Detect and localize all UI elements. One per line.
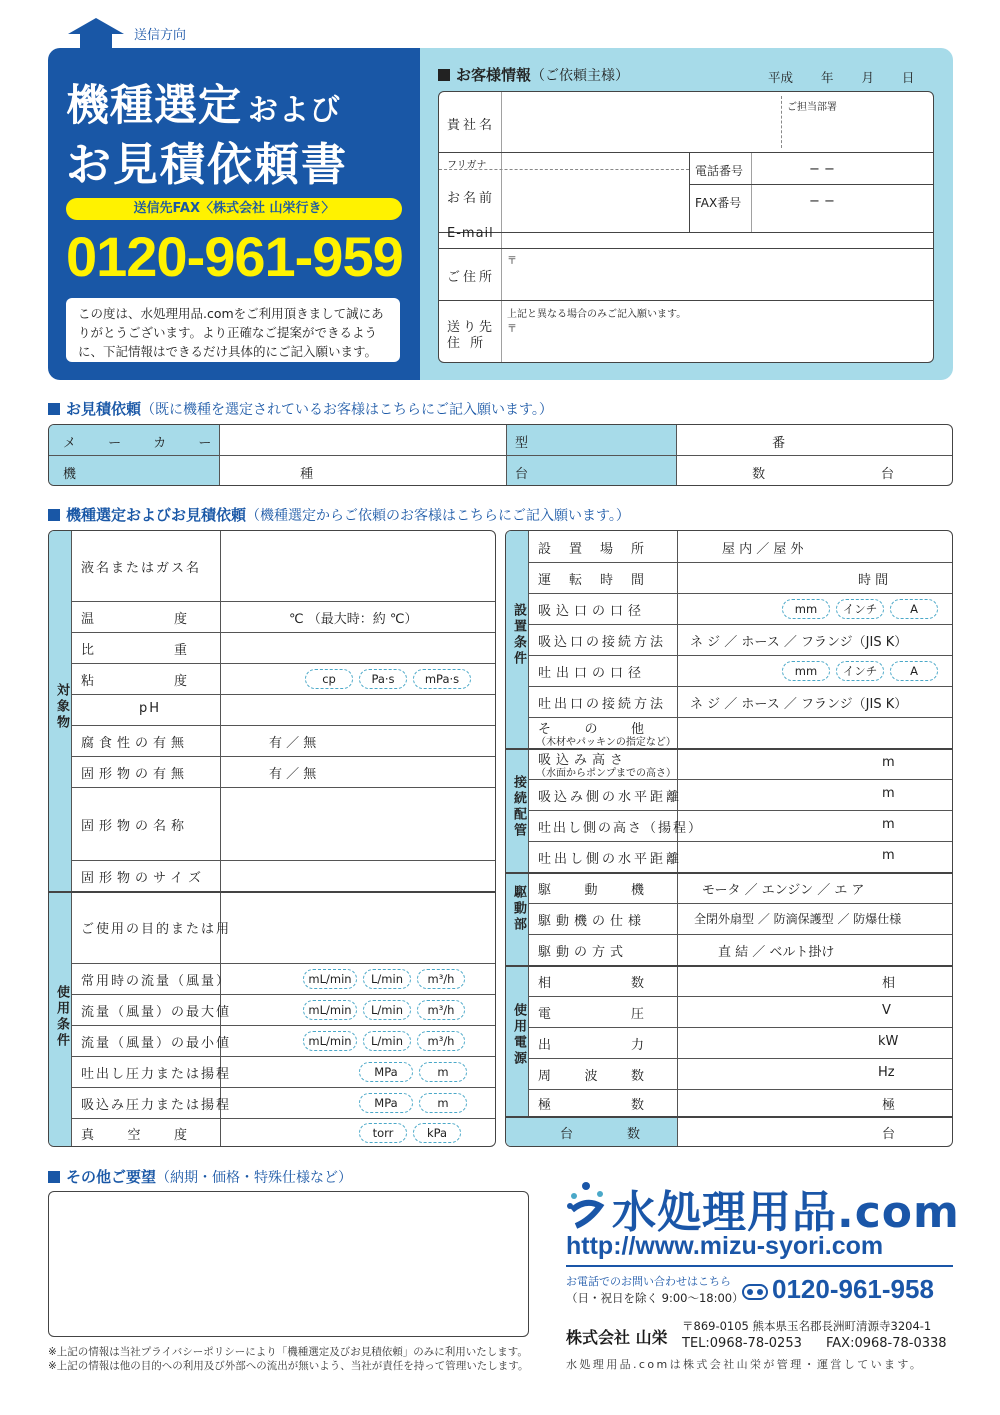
drive-method-label: 駆動の方式	[538, 944, 629, 960]
phase-label: 相 数	[538, 975, 644, 991]
ship-label: 送り先	[447, 320, 496, 335]
voltage-field[interactable]	[678, 997, 953, 1026]
fax-label: FAX番号	[695, 196, 742, 210]
suction-height-sublabel: （水面からポンプまでの高さ）	[536, 768, 676, 779]
run-time-field[interactable]	[678, 563, 953, 592]
discharge-height-field[interactable]	[678, 811, 953, 840]
corrosive-label: 腐食性の有無	[81, 735, 190, 751]
flow-min-unit-mlmin[interactable]: mL/min	[303, 1031, 357, 1051]
send-direction-arrow-icon	[68, 18, 124, 50]
phase-field[interactable]	[678, 966, 953, 995]
customer-form	[438, 91, 934, 363]
email-label: E-mail	[447, 226, 494, 241]
qty-unit: 台	[881, 467, 895, 482]
site-url[interactable]: http://www.mizu-syori.com	[566, 1232, 884, 1260]
voltage-label: 電 圧	[538, 1006, 644, 1022]
specific-gravity-label: 比 重	[81, 642, 187, 658]
temperature-label: 温 度	[81, 611, 187, 627]
name-label: お名前	[447, 191, 496, 206]
viscosity-unit-pas[interactable]: Pa·s	[359, 669, 407, 689]
run-time-label: 運 転 時 間	[538, 572, 644, 588]
frequency-field[interactable]	[678, 1059, 953, 1088]
install-other-label: そ の 他	[538, 722, 644, 737]
solid-name-label: 固形物の名称	[81, 818, 190, 834]
flow-min-unit-lmin[interactable]: L/min	[363, 1031, 411, 1051]
company-name: 株式会社 山栄	[566, 1328, 668, 1347]
liquid-name-field[interactable]	[221, 532, 496, 600]
outlet-connection-value: ネ ジ ／ ホース ／ フランジ（JIS K）	[690, 696, 908, 712]
discharge-pressure-unit-m[interactable]: m	[419, 1062, 467, 1082]
company-tel: TEL:0968-78-0253	[682, 1336, 802, 1351]
units-value: 台	[882, 1127, 896, 1142]
poles-field[interactable]	[678, 1090, 953, 1115]
note-2: ※上記の情報は他の目的への利用及び外部への流出が無いよう、当社が責任を持って管理いたします。	[48, 1360, 529, 1372]
phase-value: 相	[882, 975, 896, 991]
ship-label2: 住 所	[447, 336, 487, 351]
group-use: 使用条件	[54, 985, 69, 1049]
output-value: kW	[878, 1033, 899, 1049]
flow-min-unit-m3h[interactable]: m³/h	[417, 1031, 465, 1051]
viscosity-unit-cp[interactable]: cp	[305, 669, 353, 689]
suction-pressure-label: 吸込み圧力または揚程	[81, 1097, 232, 1113]
ph-label: pH	[139, 700, 162, 716]
outlet-diameter-unit-mm[interactable]: mm	[782, 661, 830, 681]
solid-exists-value: 有 ／ 無	[269, 766, 317, 782]
solid-name-field[interactable]	[221, 788, 496, 859]
suction-pressure-unit-m[interactable]: m	[419, 1093, 467, 1113]
date-field[interactable]: 平成 年 月 日	[768, 70, 915, 85]
outlet-connection-label: 吐出口の接続方法	[538, 696, 667, 712]
estimate-heading: お見積依頼（既に機種を選定されているお客様はこちらにご記入願います。）	[48, 398, 553, 419]
managed-note: 水処理用品.comは株式会社山栄が管理・運営しています。	[566, 1358, 924, 1371]
phone-note: お電話でのお問い合わせはこちら	[566, 1275, 731, 1288]
company-address: 〒869-0105 熊本県玉名郡長洲町清源寺3204-1	[682, 1319, 932, 1333]
customer-heading: お客様情報（ご依頼主様）	[438, 64, 629, 85]
corrosive-value: 有 ／ 無	[269, 735, 317, 751]
vacuum-label: 真 空 度	[81, 1128, 187, 1143]
selection-right-table	[505, 530, 953, 1147]
title-line2: お見積依頼書	[66, 138, 349, 191]
fax-destination: 送信先FAX〈株式会社 山栄行き〉	[66, 198, 402, 220]
group-install: 設置条件	[511, 603, 526, 667]
postal-mark: 〒	[507, 256, 517, 267]
selection-heading: 機種選定およびお見積依頼（機種選定からご依頼のお客様はこちらにご記入願います。）	[48, 504, 630, 525]
water-drop-logo-icon	[566, 1180, 610, 1230]
units-field[interactable]	[678, 1117, 953, 1147]
free-dial-number[interactable]: 0120-961-958	[772, 1274, 934, 1304]
suction-distance-field[interactable]	[678, 780, 953, 809]
address-label: ご住所	[447, 270, 496, 285]
discharge-height-label: 吐出し側の高さ（揚程）	[538, 820, 704, 836]
ship-note: 上記と異なる場合のみご記入願います。	[507, 309, 687, 320]
estimate-table	[48, 424, 953, 486]
ph-field[interactable]	[221, 695, 496, 724]
drive-spec-label: 駆動機の仕様	[538, 913, 647, 929]
discharge-height-value: m	[882, 816, 895, 832]
discharge-pressure-unit-mpa[interactable]: MPa	[359, 1062, 413, 1082]
poles-label: 極 数	[538, 1097, 644, 1113]
discharge-pressure-label: 吐出し圧力または揚程	[81, 1066, 232, 1082]
selection-left-table	[48, 530, 496, 1147]
install-place-label: 設 置 場 所	[538, 541, 644, 557]
inlet-diameter-unit-mm[interactable]: mm	[782, 599, 830, 619]
model-label: 機 種	[63, 467, 424, 482]
maker-label: メ ー カ ー	[63, 436, 226, 451]
purpose-field[interactable]	[221, 892, 496, 962]
company-name-label: 貴社名	[447, 118, 496, 133]
send-direction-label: 送信方向	[134, 28, 187, 43]
model-no-label: 型 番	[515, 436, 906, 451]
solid-exists-field[interactable]	[221, 757, 496, 786]
inlet-connection-value: ネ ジ ／ ホース ／ フランジ（JIS K）	[690, 634, 908, 650]
drive-type-label: 駆 動 機	[538, 882, 644, 898]
drive-method-value: 直 結 ／ ベルト掛け	[718, 944, 835, 960]
solid-size-field[interactable]	[221, 861, 496, 890]
solid-size-label: 固形物のサイズ	[81, 870, 206, 886]
vacuum-unit-torr[interactable]: torr	[359, 1123, 407, 1143]
tel-label: 電話番号	[695, 164, 744, 178]
install-place-value: 屋 内 ／ 屋 外	[722, 541, 804, 557]
group-power: 使用電源	[511, 1003, 526, 1067]
run-time-value: 時 間	[858, 572, 889, 588]
other-heading: その他ご要望（納期・価格・特殊仕様など）	[48, 1166, 352, 1187]
drive-type-value: モータ ／ エンジン ／ エ ア	[702, 882, 865, 898]
group-drive: 駆動部	[511, 885, 526, 933]
outlet-diameter-unit-inch[interactable]: インチ	[836, 661, 884, 681]
poles-value: 極	[882, 1097, 896, 1113]
department-label: ご担当部署	[787, 102, 837, 113]
solid-exists-label: 固形物の有無	[81, 766, 190, 782]
suction-distance-value: m	[882, 785, 895, 801]
freedial-icon	[742, 1283, 768, 1301]
fax-number: 0120-961-959	[66, 225, 403, 288]
flow-normal-unit-lmin[interactable]: L/min	[363, 969, 411, 989]
suction-distance-label: 吸込み側の水平距離	[538, 789, 683, 805]
tel-field[interactable]: − −	[809, 162, 835, 177]
frequency-label: 周 波 数	[538, 1068, 644, 1084]
viscosity-label: 粘 度	[81, 673, 187, 689]
qty-label: 台 数	[515, 467, 876, 482]
group-target: 対象物	[54, 683, 69, 731]
discharge-distance-label: 吐出し側の水平距離	[538, 851, 683, 867]
output-label: 出 力	[538, 1037, 644, 1053]
flow-normal-unit-m3h[interactable]: m³/h	[417, 969, 465, 989]
flow-max-label: 流量（風量）の最大値	[81, 1004, 232, 1020]
drive-spec-value: 全閉外扇型 ／ 防滴保護型 ／ 防爆仕様	[694, 911, 902, 926]
install-other-sublabel: （木材やパッキンの指定など）	[536, 737, 676, 748]
viscosity-unit-mpas[interactable]: mPa·s	[413, 669, 471, 689]
inlet-diameter-label: 吸込口の口径	[538, 603, 647, 619]
discharge-distance-value: m	[882, 847, 895, 863]
vacuum-unit-kpa[interactable]: kPa	[413, 1123, 461, 1143]
site-logo: 水処理用品.com	[612, 1187, 960, 1238]
purpose-label: ご使用の目的または用	[81, 922, 232, 937]
flow-min-label: 流量（風量）の最小値	[81, 1035, 232, 1051]
divider	[566, 1265, 953, 1267]
note-1: ※上記の情報は当社プライバシーポリシーにより「機種選定及びお見積依頼」のみに利用いたします。	[48, 1346, 528, 1358]
output-field[interactable]	[678, 1028, 953, 1057]
flow-normal-unit-mlmin[interactable]: mL/min	[303, 969, 357, 989]
outlet-diameter-unit-a[interactable]: A	[890, 661, 938, 681]
other-request-field[interactable]	[48, 1191, 529, 1337]
install-other-field[interactable]	[678, 718, 953, 747]
flow-normal-label: 常用時の流量（風量）	[81, 973, 232, 989]
ship-postal-mark: 〒	[507, 324, 517, 335]
business-hours: （日・祝日を除く 9:00〜18:00）	[566, 1291, 744, 1305]
inlet-diameter-unit-inch[interactable]: インチ	[836, 599, 884, 619]
specific-gravity-field[interactable]	[221, 633, 496, 662]
frequency-value: Hz	[878, 1064, 895, 1080]
suction-height-value: m	[882, 754, 895, 770]
flow-max-unit-lmin[interactable]: L/min	[363, 1000, 411, 1020]
outlet-diameter-label: 吐出口の口径	[538, 665, 647, 681]
furigana-label: フリガナ	[447, 160, 487, 171]
flow-max-unit-mlmin[interactable]: mL/min	[303, 1000, 357, 1020]
voltage-value: V	[882, 1002, 891, 1018]
flow-max-unit-m3h[interactable]: m³/h	[417, 1000, 465, 1020]
corrosive-field[interactable]	[221, 726, 496, 755]
discharge-distance-field[interactable]	[678, 842, 953, 871]
title-line1: 機種選定 および	[66, 81, 341, 131]
install-place-field[interactable]	[678, 532, 953, 561]
group-pipe: 接続配管	[511, 775, 526, 839]
liquid-name-label: 液名またはガス名	[81, 561, 202, 576]
units-label: 台 数	[560, 1127, 640, 1142]
inlet-diameter-unit-a[interactable]: A	[890, 599, 938, 619]
intro-message: この度は、水処理用品.comをご利用頂きまして誠にありがとうございます。より正確なご提案ができるように、下記情報はできるだけ具体的にご記入願います。	[66, 298, 400, 362]
fax-field[interactable]: − −	[809, 194, 835, 209]
suction-height-field[interactable]	[678, 749, 953, 778]
company-fax: FAX:0968-78-0338	[826, 1336, 947, 1351]
temperature-value: ℃ （最大時：約 ℃）	[289, 611, 418, 627]
inlet-connection-label: 吸込口の接続方法	[538, 634, 667, 650]
suction-pressure-unit-mpa[interactable]: MPa	[359, 1093, 413, 1113]
suction-height-label: 吸込み高さ	[538, 753, 629, 768]
